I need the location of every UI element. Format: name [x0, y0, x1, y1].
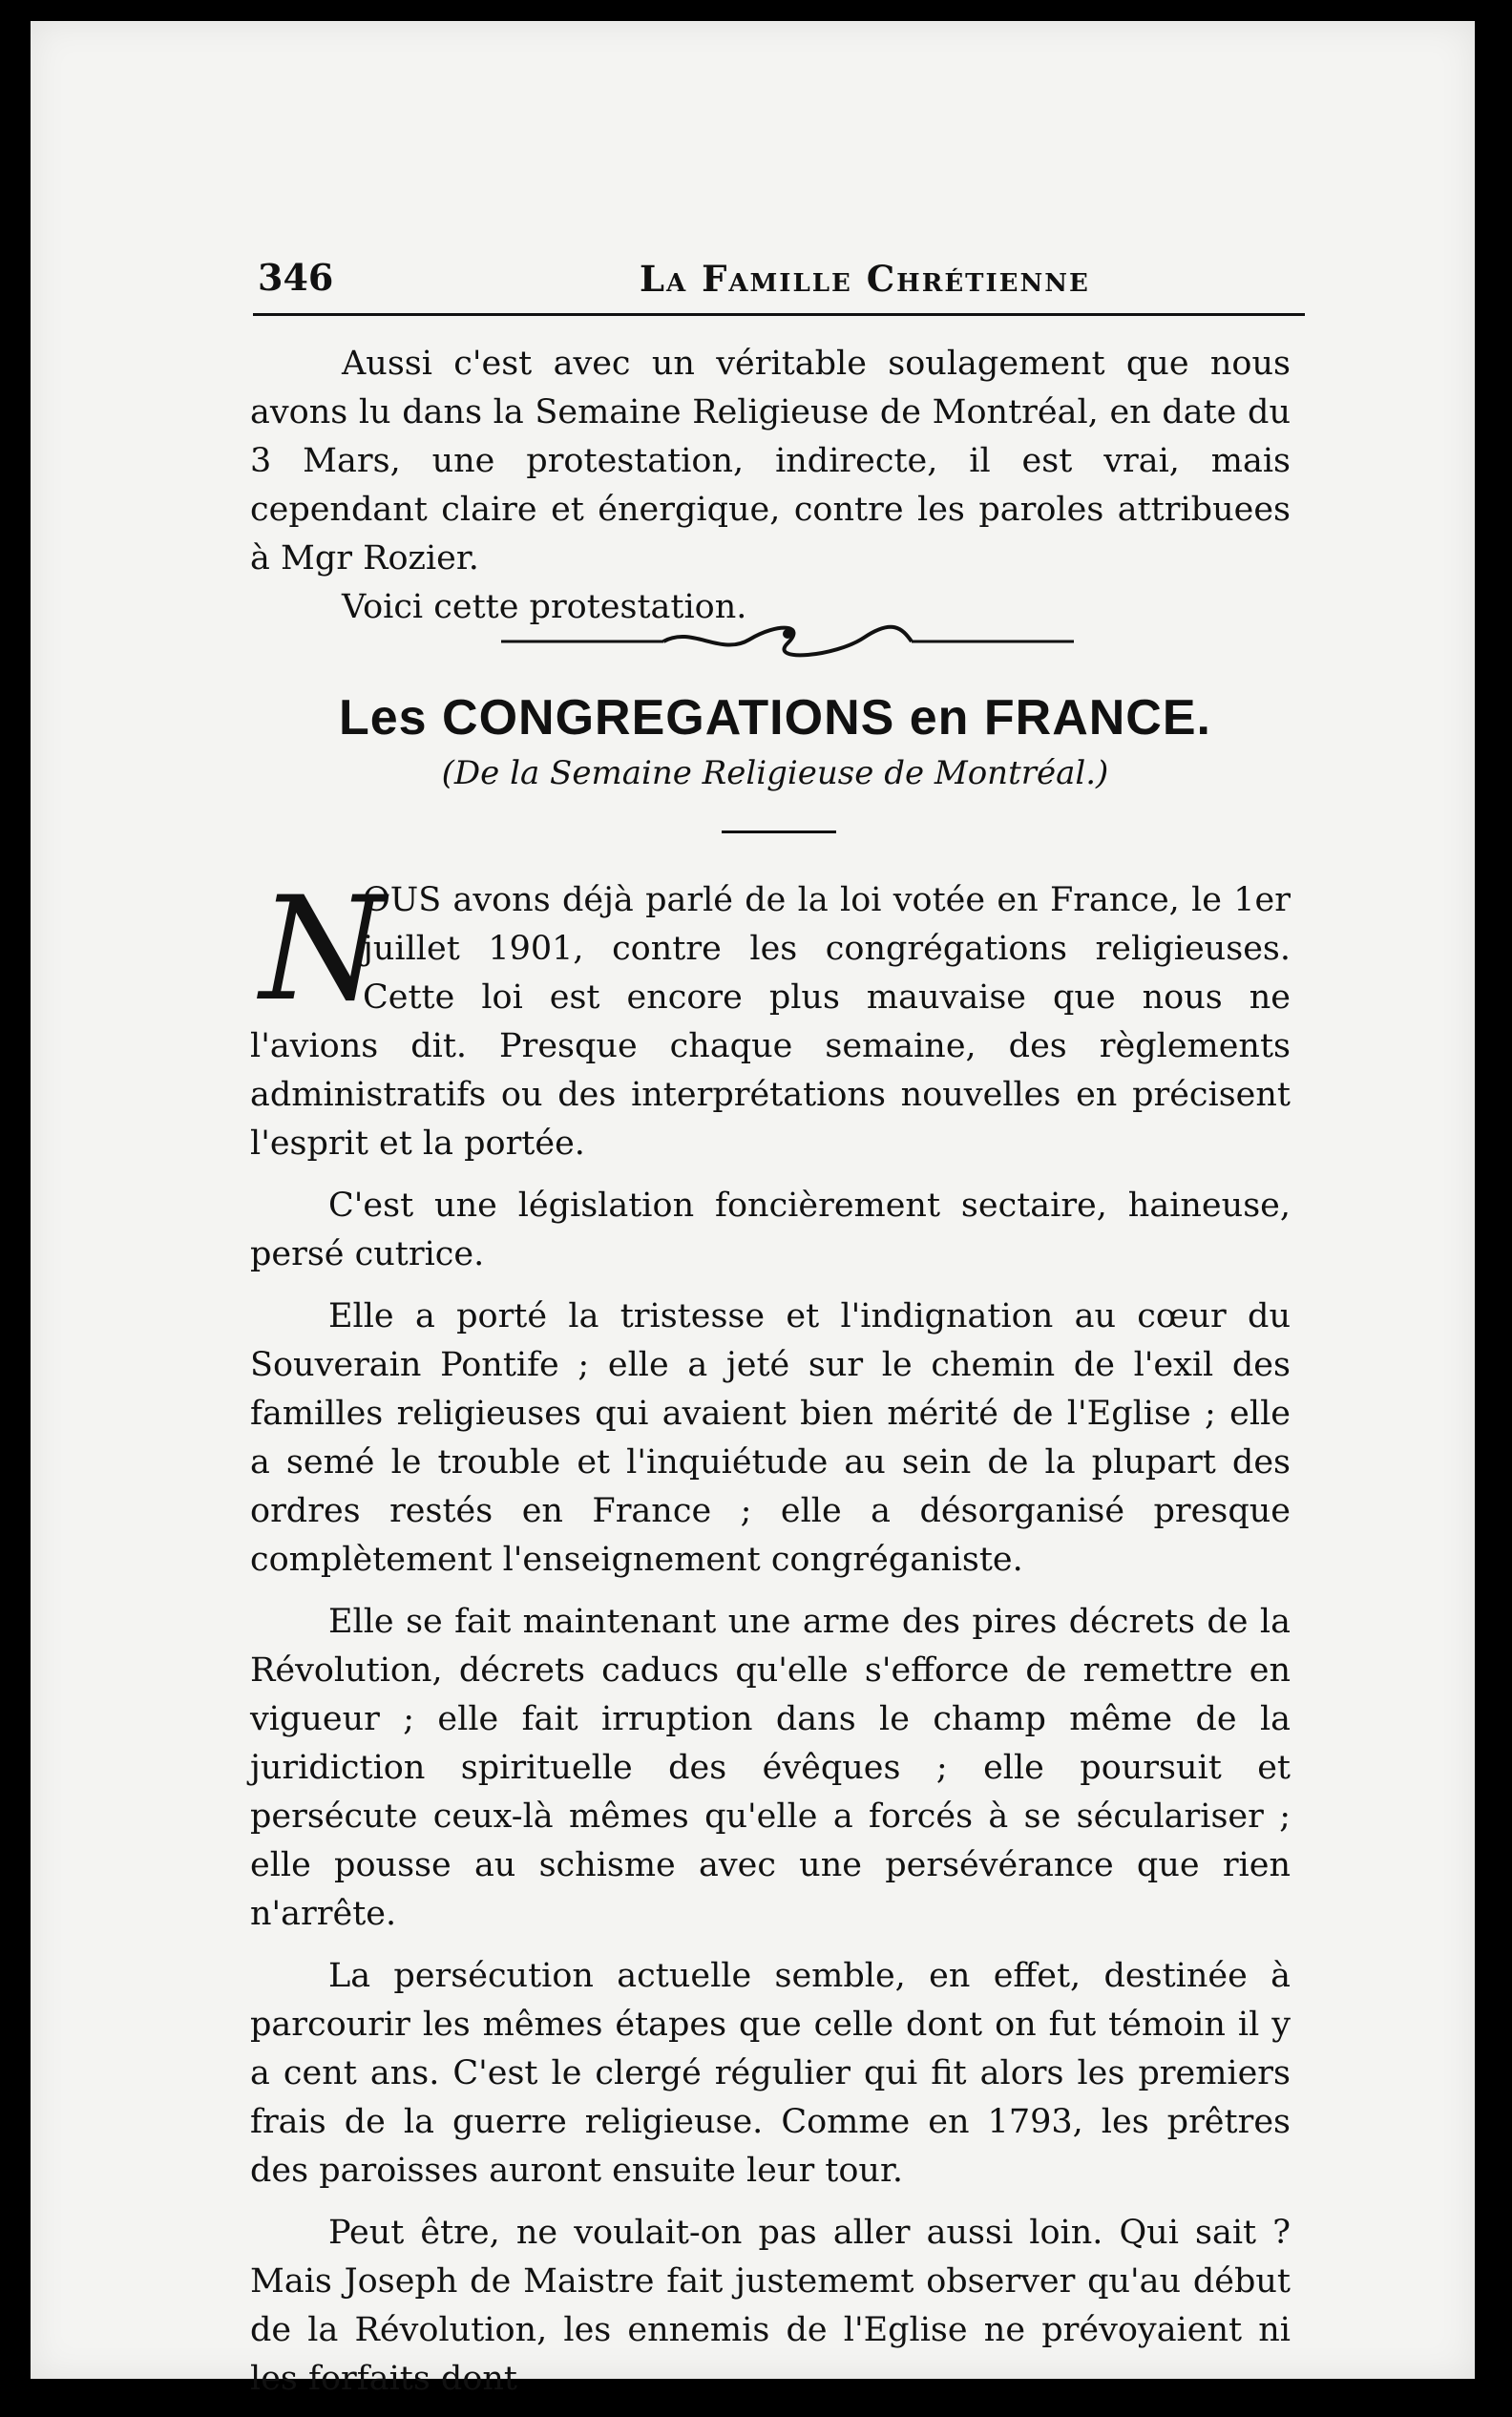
- header-rule: [253, 313, 1305, 316]
- title-rule: [722, 830, 836, 833]
- page-number: 346: [258, 256, 334, 299]
- article-paragraph-text: OUS avons déjà parlé de la loi votée en France, le 1er juillet 1901, contre les congrégations religieuses. Cette loi est encore plus mauvaise que nous ne l'avions dit. Presque chaque semaine, des règlements administratifs ou des interprétations nouvelles en précisent l'esprit et la portée.: [250, 881, 1291, 1163]
- article-source: (De la Semaine Religieuse de Montréal.): [441, 754, 1109, 792]
- article-paragraph: Elle se fait maintenant une arme des pires décrets de la Révolution, décrets caducs qu'elle s'efforce de remettre en vigueur ; elle fait irruption dans le champ même de la juridiction spirituelle des évêques ; elle poursuit et persécute ceux-là mêmes qu'elle a forcés à se séculariser ; elle pousse au schisme avec une persévérance que rien n'arrête.: [250, 1603, 1291, 1933]
- article-paragraph: La persécution actuelle semble, en effet, destinée à parcourir les mêmes étapes que celle dont on fut témoin il y a cent ans. C'est le clergé régulier qui fit alors les premiers frais de la guerre religieuse. Comme en 1793, les prêtres des paroisses auront ensuite leur tour.: [250, 1957, 1291, 2190]
- intro-paragraph: Aussi c'est avec un véritable soulagement que nous avons lu dans la Semaine Religieuse de Montréal, en date du 3 Mars, une protestation, indirecte, il est vrai, mais cependant claire et énergique, contre les paroles attribuees à Mgr Rozier.: [250, 345, 1291, 578]
- running-title: La Famille Chrétienne: [640, 258, 1090, 300]
- article-body: [250, 867, 1291, 2417]
- page-header: [258, 250, 1304, 307]
- intro-text: [250, 340, 1291, 632]
- article-paragraph: Peut être, ne voulait-on pas aller aussi loin. Qui sait ? Mais Joseph de Maistre fait justememt observer qu'au début de la Révolution, les ennemis de l'Eglise ne prévoyaient ni les forfaits dont: [250, 2214, 1291, 2398]
- article-title: Les CONGREGATIONS en FRANCE.: [338, 690, 1211, 746]
- intro-paragraph: Voici cette protestation.: [342, 588, 747, 626]
- article-paragraph: C'est une législation foncièrement sectaire, haineuse, persé cutrice.: [250, 1187, 1291, 1273]
- article-paragraph: Elle a porté la tristesse et l'indignation au cœur du Souverain Pontife ; elle a jeté sur le chemin de l'exil des familles religieuses qui avaient bien mérité de l'Eglise ; elle a semé le trouble et l'inquiétude au sein de la plupart des ordres restés en France ; elle a désorganisé presque complètement l'enseignement congréganiste.: [250, 1297, 1291, 1579]
- article-paragraph: [250, 867, 1291, 1168]
- decorative-ornament: [501, 620, 1074, 659]
- dropcap-letter: N: [260, 867, 386, 1033]
